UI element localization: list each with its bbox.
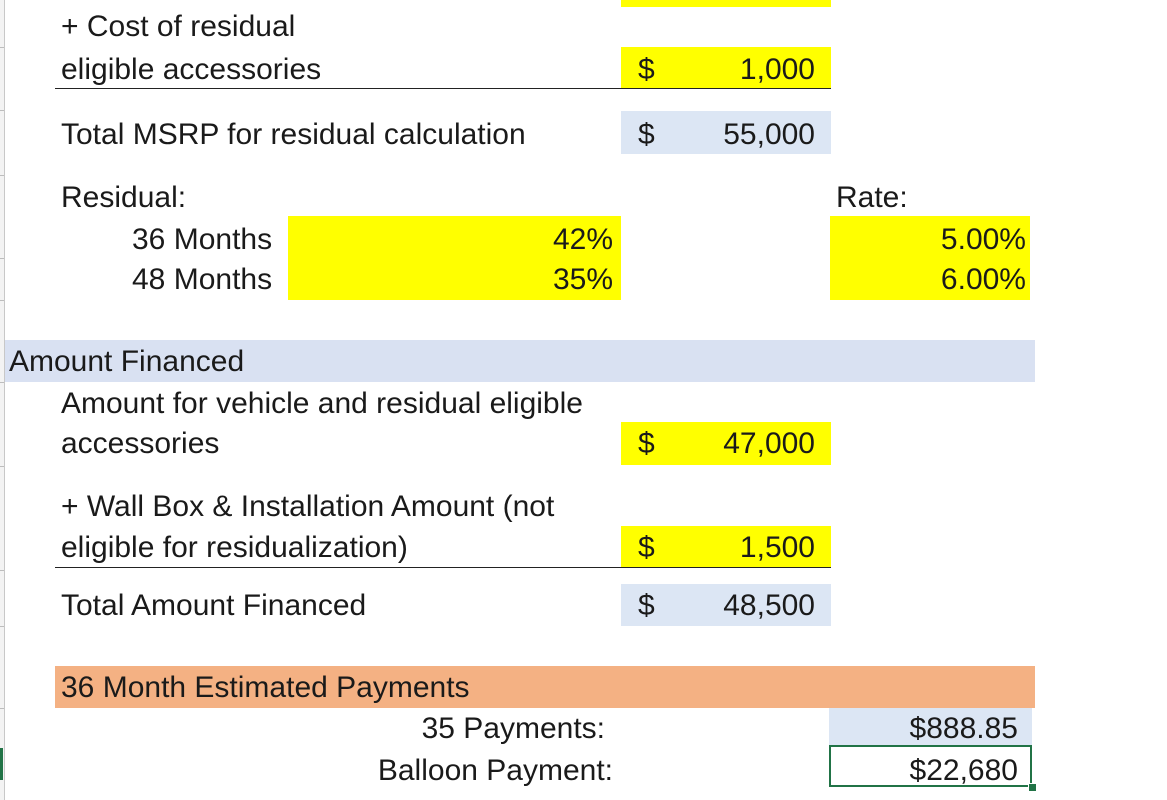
total-msrp-value[interactable]: 55,000 [723, 118, 815, 151]
cost-residual-label-line1: + Cost of residual [61, 10, 296, 43]
row-divider [0, 258, 4, 259]
total-financed-currency: $ [638, 589, 655, 622]
row-divider [0, 300, 4, 301]
fill-handle[interactable] [1028, 783, 1037, 792]
subtotal-underline [55, 88, 831, 89]
payments-35-label: 35 Payments: [421, 712, 605, 745]
row-divider [0, 110, 4, 111]
residual-term-48: 48 Months [132, 263, 273, 296]
cost-residual-label-line2: eligible accessories [61, 53, 322, 86]
wallbox-label-line1: + Wall Box & Installation Amount (not [61, 490, 555, 523]
cost-residual-currency: $ [638, 53, 655, 86]
row-divider [0, 708, 4, 709]
row-divider [0, 175, 4, 176]
wallbox-label-line2: eligible for residualization) [61, 531, 408, 564]
balloon-payment-value[interactable]: $22,680 [909, 754, 1018, 787]
wallbox-currency: $ [638, 531, 655, 564]
rate-value-36[interactable]: 5.00% [940, 223, 1026, 256]
row-divider [0, 47, 4, 48]
residual-term-36: 36 Months [132, 223, 273, 256]
residual-label: Residual: [61, 181, 187, 214]
row-divider [0, 570, 4, 571]
row-header-gutter [0, 0, 5, 800]
cost-residual-value[interactable]: 1,000 [739, 53, 815, 86]
prior-input-cell[interactable] [621, 0, 831, 7]
wallbox-value[interactable]: 1,500 [739, 531, 815, 564]
balloon-payment-label: Balloon Payment: [377, 754, 613, 787]
vehicle-amount-currency: $ [638, 427, 655, 460]
payments-35-value[interactable]: $888.85 [909, 712, 1018, 745]
residual-percent-36[interactable]: 42% [552, 223, 613, 256]
payments-36-header: 36 Month Estimated Payments [61, 671, 470, 704]
vehicle-amount-label-line1: Amount for vehicle and residual eligible [61, 387, 583, 420]
rate-value-48[interactable]: 6.00% [940, 263, 1026, 296]
amount-financed-header: Amount Financed [9, 345, 245, 378]
residual-percent-48[interactable]: 35% [552, 263, 613, 296]
subtotal-underline [55, 567, 831, 568]
total-financed-label: Total Amount Financed [61, 589, 367, 622]
total-financed-value[interactable]: 48,500 [723, 589, 815, 622]
row-divider [0, 382, 4, 383]
rate-label: Rate: [836, 181, 908, 214]
row-divider [0, 626, 4, 627]
total-msrp-label: Total MSRP for residual calculation [61, 118, 526, 151]
total-msrp-currency: $ [638, 118, 655, 151]
vehicle-amount-value[interactable]: 47,000 [723, 427, 815, 460]
vehicle-amount-label-line2: accessories [61, 427, 220, 460]
row-divider [0, 466, 4, 467]
selected-row-marker [0, 748, 3, 780]
